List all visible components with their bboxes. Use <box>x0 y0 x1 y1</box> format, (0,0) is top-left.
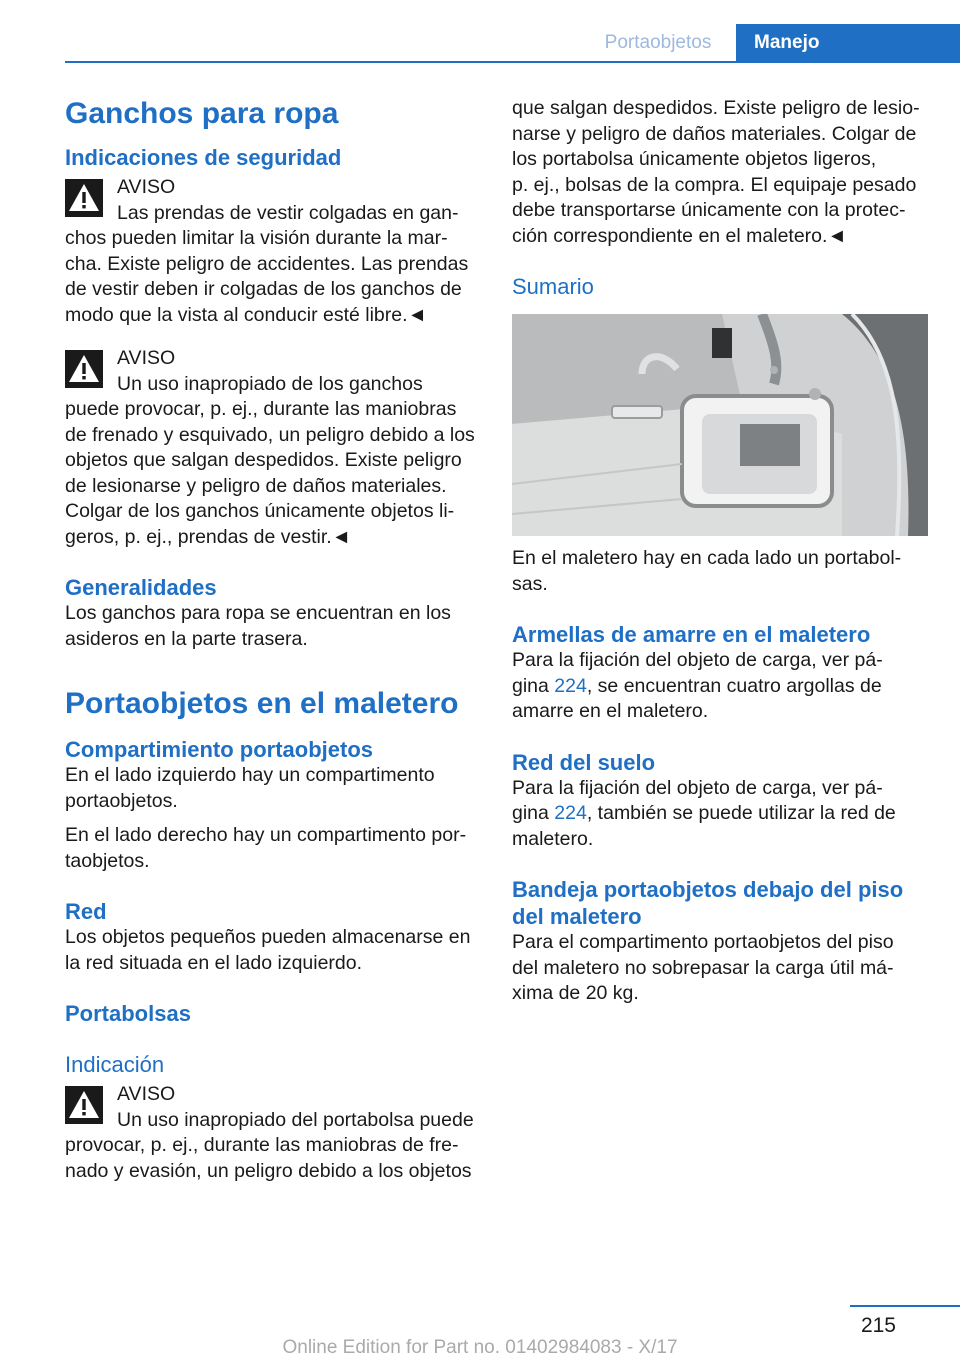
warning-label: AVISO <box>117 1083 176 1105</box>
warning-1-line: modo que la vista al conducir esté libre.◄ <box>65 303 427 326</box>
heading-indicacion: Indicación <box>65 1052 165 1077</box>
warning-1-line: cha. Existe peligro de accidentes. Las prendas <box>65 252 469 275</box>
warning-2-line: geros, p. ej., prendas de vestir.◄ <box>65 525 351 548</box>
left-column <box>65 96 483 1184</box>
warning-3-continued-line: p. ej., bolsas de la compra. El equipaje pesado <box>512 173 917 196</box>
warning-block-1 <box>65 175 483 328</box>
paragraph-line: taobjetos. <box>65 849 150 872</box>
text: , se encuentran cuatro argollas de <box>586 674 882 697</box>
heading-bandeja: del maletero <box>512 904 642 929</box>
warning-block-3 <box>65 1082 483 1184</box>
text: , también se puede utilizar la red de <box>586 802 896 824</box>
warning-label: AVISO <box>117 347 176 369</box>
warning-icon <box>65 179 103 217</box>
warning-1-line: chos pueden limitar la visión durante la mar- <box>65 227 448 249</box>
page-link-224[interactable]: 224 <box>554 674 587 697</box>
paragraph-line: Para la fijación del objeto de carga, ver pá- <box>512 776 883 799</box>
warning-3-continued-line: debe transportarse únicamente con la protec- <box>512 199 906 221</box>
heading-generalidades: Generalidades <box>65 575 217 600</box>
header-chapter-tab[interactable]: Manejo <box>736 24 960 61</box>
warning-2-line: de lesionarse y peligro de daños materiales. <box>65 474 447 497</box>
warning-3-line: nado y evasión, un peligro debido a los objetos <box>65 1159 472 1182</box>
warning-label: AVISO <box>117 176 176 198</box>
paragraph-line: la red situada en el lado izquierdo. <box>65 951 363 974</box>
warning-2-line: Un uso inapropiado de los ganchos <box>117 372 423 395</box>
warning-3-continued-line: ción correspondiente en el maletero.◄ <box>512 224 847 247</box>
heading-sumario: Sumario <box>512 274 594 299</box>
warning-icon <box>65 350 103 388</box>
right-column <box>512 96 928 1007</box>
paragraph-line: del maletero no sobrepasar la carga útil má- <box>512 956 894 979</box>
page-number: 215 <box>860 1314 896 1337</box>
header-section-tab[interactable]: Portaobjetos <box>604 31 712 53</box>
warning-2-line: puede provocar, p. ej., durante las maniobras <box>65 398 457 420</box>
heading-portaobjetos: Portaobjetos en el maletero <box>65 687 459 720</box>
paragraph-line: Para la fijación del objeto de carga, ver pá- <box>512 649 883 671</box>
heading-compartimiento: Compartimiento portaobjetos <box>65 737 374 762</box>
edition-footer: Online Edition for Part no. 01402984083 - X/17 <box>282 1337 678 1358</box>
warning-2-line: Colgar de los ganchos únicamente objetos li- <box>65 500 455 522</box>
paragraph-line: En el maletero hay en cada lado un portabol- <box>512 547 902 569</box>
warning-block-2 <box>65 346 483 550</box>
text: gina <box>512 802 555 824</box>
paragraph-line: asideros en la parte trasera. <box>65 627 308 650</box>
warning-1-line: de vestir deben ir colgadas de los ganchos de <box>65 278 462 300</box>
text: gina <box>512 674 555 697</box>
paragraph-line: Los objetos pequeños pueden almacenarse en <box>65 926 471 948</box>
paragraph-line: amarre en el maletero. <box>512 700 709 722</box>
warning-3-line: Un uso inapropiado del portabolsa puede <box>117 1108 474 1131</box>
heading-ganchos: Ganchos para ropa <box>65 97 339 130</box>
header-rule <box>65 61 960 63</box>
warning-icon <box>65 1086 103 1124</box>
warning-3-line: provocar, p. ej., durante las maniobras de fre- <box>65 1134 459 1156</box>
heading-armellas: Armellas de amarre en el maletero <box>512 622 871 647</box>
heading-portabolsas: Portabolsas <box>65 1001 191 1026</box>
warning-3-continued-line: los portabolsa únicamente objetos ligeros, <box>512 148 877 170</box>
heading-red: Red <box>65 899 107 924</box>
trunk-photo <box>512 314 928 536</box>
paragraph-line <box>512 674 928 700</box>
paragraph-line: sas. <box>512 572 548 595</box>
paragraph-line: Los ganchos para ropa se encuentran en los <box>65 602 451 624</box>
heading-bandeja: Bandeja portaobjetos debajo del piso <box>512 877 904 902</box>
paragraph-line: xima de 20 kg. <box>512 982 639 1004</box>
warning-2-line: de frenado y esquivado, un peligro debido a los <box>65 423 475 446</box>
heading-indicaciones: Indicaciones de seguridad <box>65 145 342 170</box>
warning-3-continued-line: narse y peligro de daños materiales. Colgar de <box>512 122 917 145</box>
page-link-224[interactable]: 224 <box>554 802 587 824</box>
paragraph-line: En el lado derecho hay un compartimento por- <box>65 824 467 846</box>
paragraph-line: En el lado izquierdo hay un compartimento <box>65 764 435 786</box>
footer-rule <box>850 1305 960 1307</box>
paragraph-line <box>512 801 928 827</box>
warning-3-continued-line: que salgan despedidos. Existe peligro de lesio- <box>512 97 920 119</box>
paragraph-line: Para el compartimento portaobjetos del piso <box>512 931 894 953</box>
heading-red-suelo: Red del suelo <box>512 749 656 775</box>
paragraph-line: portaobjetos. <box>65 789 178 812</box>
warning-1-line: Las prendas de vestir colgadas en gan- <box>117 201 459 224</box>
paragraph-line: maletero. <box>512 827 594 850</box>
warning-2-line: objetos que salgan despedidos. Existe peligro <box>65 449 462 471</box>
